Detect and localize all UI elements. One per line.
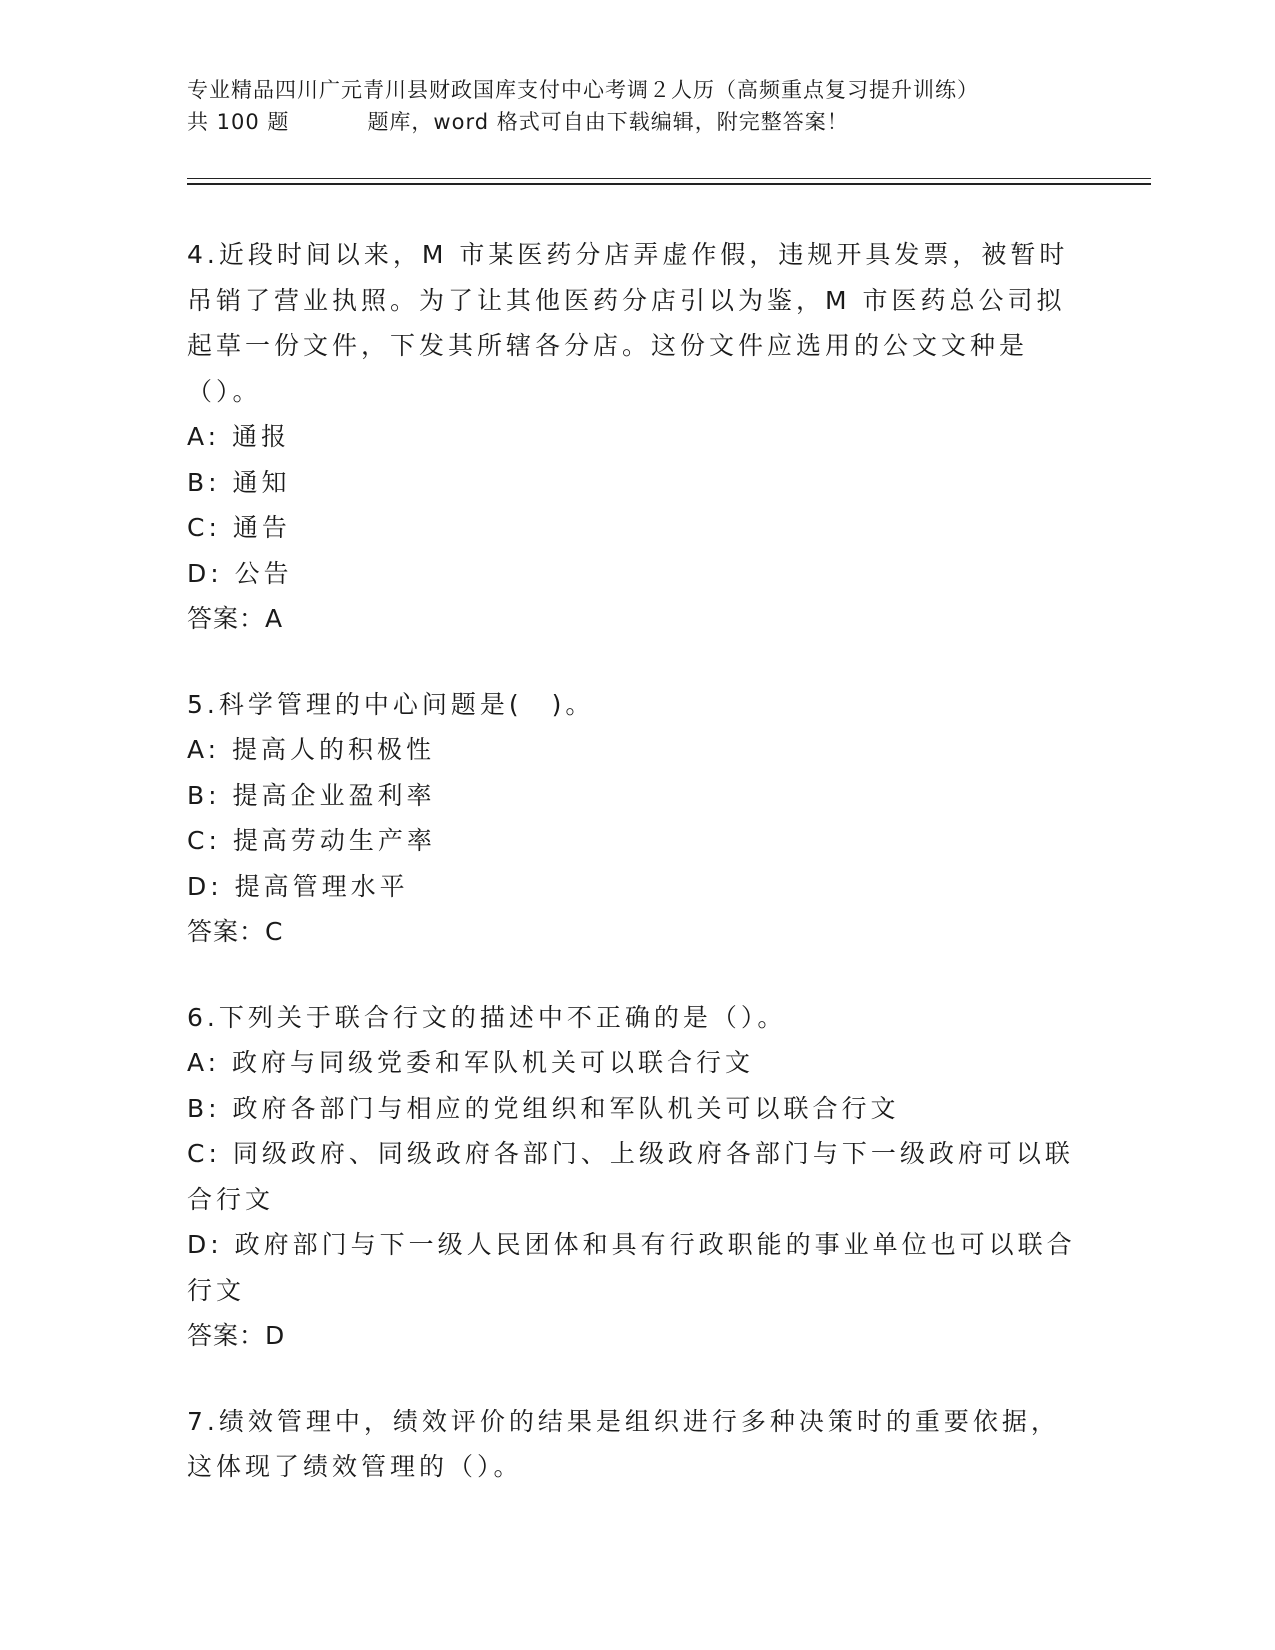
question-option: B: 通知 xyxy=(187,467,291,497)
question-answer: 答案：C xyxy=(187,917,284,946)
document-header xyxy=(187,74,1087,138)
question-option: B: 提高企业盈利率 xyxy=(187,780,436,810)
question-text: 5.科学管理的中心问题是( )。 xyxy=(187,689,595,719)
question-option: D: 政府部门与下一级人民团体和具有行政职能的事业单位也可以联合行文 xyxy=(187,1230,1076,1305)
question-item xyxy=(187,995,1087,1359)
question-text: 6.下列关于联合行文的描述中不正确的是（）。 xyxy=(187,1002,787,1032)
question-option: D: 公告 xyxy=(187,558,293,588)
question-item xyxy=(187,1399,1087,1490)
question-option: C: 提高劳动生产率 xyxy=(187,826,436,855)
question-option: C: 同级政府、同级政府各部门、上级政府各部门与下一级政府可以联合行文 xyxy=(187,1139,1074,1214)
question-text: 7.绩效管理中，绩效评价的结果是组织进行多种决策时的重要依据，这体现了绩效管理的（）。 xyxy=(187,1406,1060,1481)
question-list xyxy=(187,232,1087,1530)
question-option: A: 通报 xyxy=(187,422,291,451)
header-title: 专业精品四川广元青川县财政国库支付中心考调２人历（高频重点复习提升训练） xyxy=(187,78,979,102)
question-item xyxy=(187,682,1087,955)
question-text: 4.近段时间以来，M 市某医药分店弄虚作假，违规开具发票，被暂时吊销了营业执照。为了让其他医药分店引以为鉴，M 市医药总公司拟起草一份文件，下发其所辖各分店。这份文件应选用的公文文种是（）。 xyxy=(187,240,1069,406)
question-option: D: 提高管理水平 xyxy=(187,871,409,901)
header-subtitle xyxy=(187,106,1087,138)
question-option: C: 通告 xyxy=(187,513,291,542)
header-question-count: 共 100 题 xyxy=(187,110,290,134)
question-option: A: 政府与同级党委和军队机关可以联合行文 xyxy=(187,1048,755,1077)
question-answer: 答案：D xyxy=(187,1321,286,1350)
header-divider-bottom xyxy=(187,183,1151,185)
header-divider-top xyxy=(187,178,1151,179)
question-option: B: 政府各部门与相应的党组织和军队机关可以联合行文 xyxy=(187,1093,900,1123)
question-answer: 答案：A xyxy=(187,604,284,633)
header-download-note: 题库，word 格式可自由下载编辑，附完整答案！ xyxy=(367,110,849,134)
question-option: A: 提高人的积极性 xyxy=(187,735,436,764)
question-item xyxy=(187,232,1087,642)
